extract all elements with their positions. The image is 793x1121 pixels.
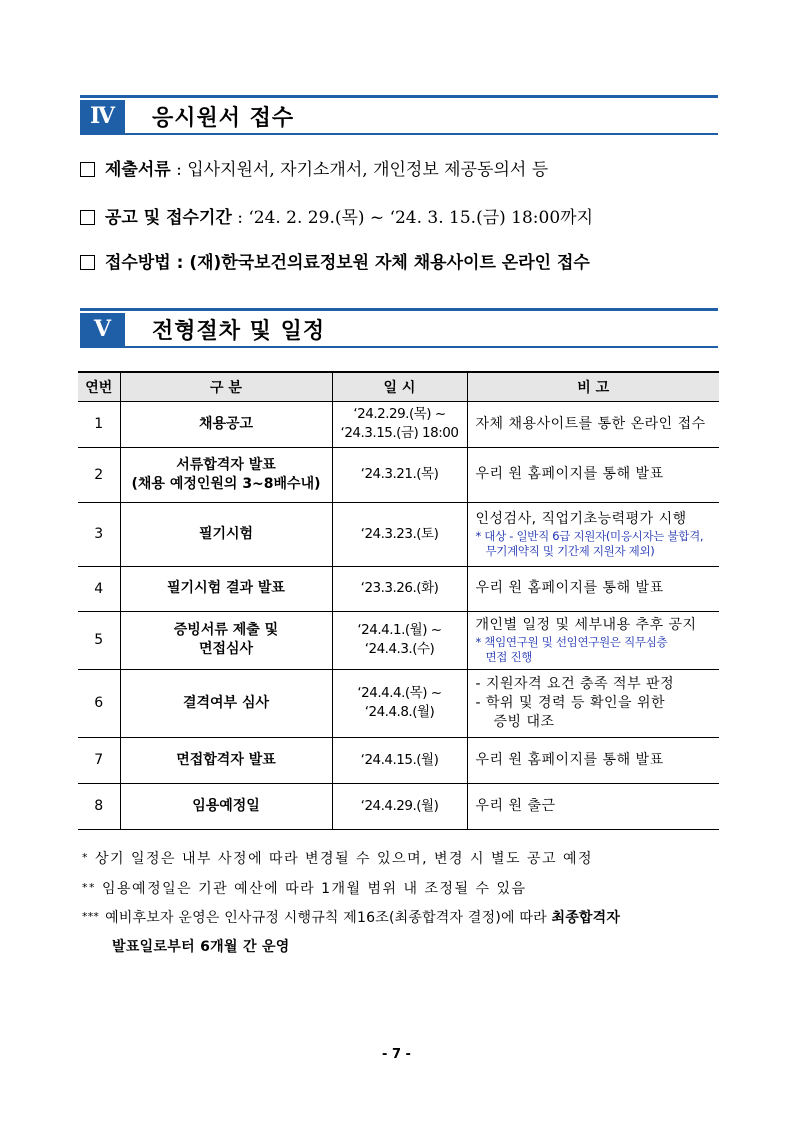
- page-number: - 7 -: [382, 1047, 411, 1062]
- footnote-2: ** 임용예정일은 기관 예산에 따라 1개월 범위 내 조정될 수 있음: [82, 881, 527, 897]
- row-date: ‘24.4.4.(목) ~ ‘24.4.8.(월): [332, 669, 467, 737]
- submission-documents-item: [80, 155, 548, 180]
- row-no: 5: [78, 611, 120, 669]
- header-date: 일 시: [332, 372, 467, 401]
- footnote-3-continuation: 발표일로부터 6개월 간 운영: [112, 939, 290, 955]
- section-4-numeral: Ⅳ: [80, 100, 125, 133]
- section-4-bottom-rule: [80, 133, 718, 135]
- table-header-row: [78, 372, 719, 401]
- row-note: 개인별 일정 및 세부내용 추후 공지 * 책임연구원 및 선임연구원은 직무심층 면접 진행: [467, 611, 719, 669]
- row-item: 임용예정일: [120, 783, 332, 829]
- item-value: 입사지원서, 자기소개서, 개인정보 제공동의서 등: [187, 160, 549, 180]
- table-row: [78, 566, 719, 611]
- row-no: 8: [78, 783, 120, 829]
- row-note: 인성검사, 직업기초능력평가 시행 * 대상 - 일반직 6급 지원자(미응시자는 불합격, 무기계약직 및 기간제 지원자 제외): [467, 502, 719, 566]
- checkbox-square-icon: [80, 210, 95, 225]
- row-no: 2: [78, 447, 120, 502]
- row-no: 3: [78, 502, 120, 566]
- row-date: ‘24.3.23.(토): [332, 502, 467, 566]
- row-no: 1: [78, 401, 120, 447]
- section-4-title: 응시원서 접수: [152, 106, 295, 131]
- row-date: ‘23.3.26.(화): [332, 566, 467, 611]
- section-5-title: 전형절차 및 일정: [152, 319, 326, 344]
- footnote-1: * 상기 일정은 내부 사정에 따라 변경될 수 있으며, 변경 시 별도 공고 예정: [82, 851, 594, 867]
- section-4-header: [80, 95, 718, 135]
- item-key: 접수방법 : (재)한국보건의료정보원 자체 채용사이트 온라인 접수: [105, 253, 590, 273]
- table-row: [78, 401, 719, 447]
- row-note: 우리 원 홈페이지를 통해 발표: [467, 447, 719, 502]
- row-date: ‘24.4.15.(월): [332, 737, 467, 783]
- row-subnote: 면접 진행: [485, 649, 533, 664]
- application-method-item: [80, 248, 590, 273]
- row-subnote: * 대상 - 일반직 6급 지원자(미응시자는 불합격,: [475, 528, 704, 543]
- schedule-table: [78, 371, 719, 830]
- row-date: ‘24.4.29.(월): [332, 783, 467, 829]
- row-note: 우리 원 홈페이지를 통해 발표: [467, 737, 719, 783]
- row-no: 7: [78, 737, 120, 783]
- row-subnote: 무기계약직 및 기간제 지원자 제외): [485, 543, 655, 558]
- row-item: 증빙서류 제출 및 면접심사: [120, 611, 332, 669]
- item-separator: :: [231, 208, 249, 228]
- section-5-top-rule: [80, 308, 718, 311]
- row-no: 6: [78, 669, 120, 737]
- row-date: ‘24.4.1.(월) ~ ‘24.4.3.(수): [332, 611, 467, 669]
- row-subnote: * 책임연구원 및 선임연구원은 직무심층: [475, 634, 668, 649]
- row-note: 우리 원 출근: [467, 783, 719, 829]
- header-note: 비 고: [467, 372, 719, 401]
- row-note: 우리 원 홈페이지를 통해 발표: [467, 566, 719, 611]
- header-no: 연번: [78, 372, 120, 401]
- row-item: 결격여부 심사: [120, 669, 332, 737]
- row-note: 자체 채용사이트를 통한 온라인 접수: [467, 401, 719, 447]
- row-item: 필기시험 결과 발표: [120, 566, 332, 611]
- row-date: ‘24.2.29.(목) ~ ‘24.3.15.(금) 18:00: [332, 401, 467, 447]
- item-separator: :: [170, 160, 188, 180]
- row-item: 필기시험: [120, 502, 332, 566]
- table-row: [78, 783, 719, 829]
- row-no: 4: [78, 566, 120, 611]
- row-note: - 지원자격 요건 충족 적부 판정 - 학위 및 경력 등 확인을 위한 증빙 대조: [467, 669, 719, 737]
- row-date: ‘24.3.21.(목): [332, 447, 467, 502]
- checkbox-square-icon: [80, 162, 95, 177]
- section-5-header: [80, 308, 718, 348]
- row-item: 면접합격자 발표: [120, 737, 332, 783]
- table-row: [78, 737, 719, 783]
- item-key: 제출서류: [105, 160, 171, 180]
- table-row: [78, 502, 719, 566]
- row-item: 서류합격자 발표 (채용 예정인원의 3~8배수내): [120, 447, 332, 502]
- section-4-top-rule: [80, 95, 718, 98]
- item-value: ‘24. 2. 29.(목) ~ ‘24. 3. 15.(금) 18:00까지: [248, 208, 594, 228]
- checkbox-square-icon: [80, 255, 95, 270]
- section-5-bottom-rule: [80, 346, 718, 348]
- item-key: 공고 및 접수기간: [105, 208, 232, 228]
- table-row: [78, 611, 719, 669]
- table-row: [78, 669, 719, 737]
- header-category: 구 분: [120, 372, 332, 401]
- row-item: 채용공고: [120, 401, 332, 447]
- application-period-item: [80, 203, 593, 228]
- footnote-3: *** 예비후보자 운영은 인사규정 시행규칙 제16조(최종합격자 결정)에 따라 최종합격자: [82, 910, 621, 926]
- table-row: [78, 447, 719, 502]
- section-5-numeral: Ⅴ: [80, 313, 125, 346]
